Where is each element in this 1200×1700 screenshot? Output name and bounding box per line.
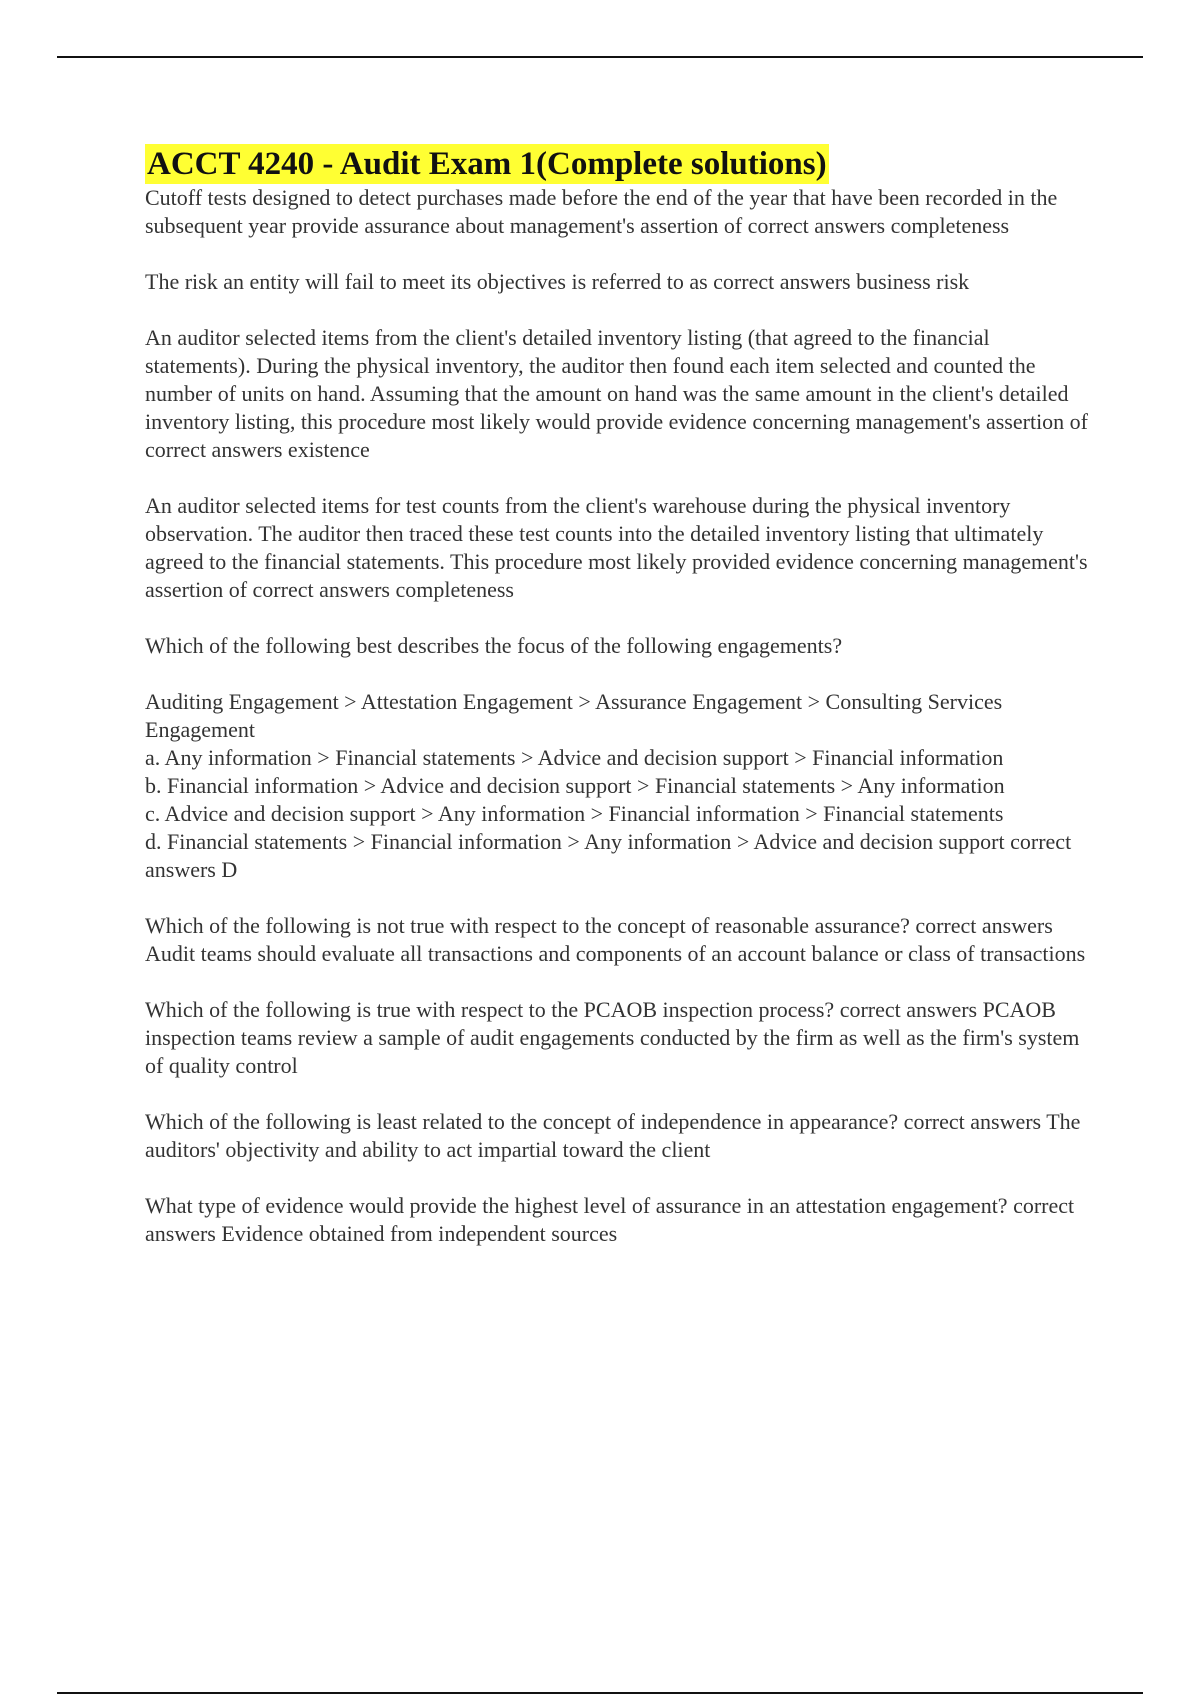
paragraph-reasonable-assurance: Which of the following is not true with respect to the concept of reasonable assurance? correct answers Audit teams should evaluate all transactions and components of an account balance or class of transactions [145, 913, 1086, 966]
document-body [145, 144, 1095, 1276]
option-c: c. Advice and decision support > Any information > Financial information > Financial statements [145, 801, 1004, 826]
top-rule [57, 56, 1143, 58]
option-a: a. Any information > Financial statements > Advice and decision support > Financial information [145, 745, 1004, 770]
bottom-rule [57, 1692, 1143, 1694]
paragraph-existence: An auditor selected items from the client's detailed inventory listing (that agreed to the financial statements). During the physical inventory, the auditor then found each item selected and counted the number of units on hand. Assuming that the amount on hand was the same amount in the client's detailed inventory listing, this procedure most likely would provide evidence concerning management's assertion of correct answers existence [145, 325, 1089, 462]
paragraph-evidence: What type of evidence would provide the highest level of assurance in an attestation engagement? correct answers Evidence obtained from independent sources [145, 1193, 1075, 1246]
engagement-question-block [145, 688, 1095, 884]
engagement-header: Auditing Engagement > Attestation Engagement > Assurance Engagement > Consulting Services Engagement [145, 689, 1003, 742]
document-title: ACCT 4240 - Audit Exam 1(Complete solutions) [147, 146, 827, 182]
paragraph-pcaob-inspection: Which of the following is true with respect to the PCAOB inspection process? correct answers PCAOB inspection teams review a sample of audit engagements conducted by the firm as well as the firm's system of quality control [145, 997, 1080, 1078]
paragraph-cutoff-tests: Cutoff tests designed to detect purchases made before the end of the year that have been recorded in the subsequent year provide assurance about management's assertion of correct answers completeness [145, 185, 1058, 238]
option-d: d. Financial statements > Financial information > Any information > Advice and decision support correct answers D [145, 829, 1072, 882]
paragraph-engagement-focus: Which of the following best describes the focus of the following engagements? [145, 633, 843, 658]
paragraph-business-risk: The risk an entity will fail to meet its objectives is referred to as correct answers business risk [145, 269, 970, 294]
paragraph-completeness: An auditor selected items for test counts from the client's warehouse during the physical inventory observation. The auditor then traced these test counts into the detailed inventory listing that ultimately agreed to the financial statements. This procedure most likely provided evidence concerning management's assertion of correct answers completeness [145, 493, 1088, 602]
paragraph-independence: Which of the following is least related to the concept of independence in appearance? correct answers The auditors' objectivity and ability to act impartial toward the client [145, 1109, 1081, 1162]
option-b: b. Financial information > Advice and decision support > Financial statements > Any information [145, 773, 1005, 798]
